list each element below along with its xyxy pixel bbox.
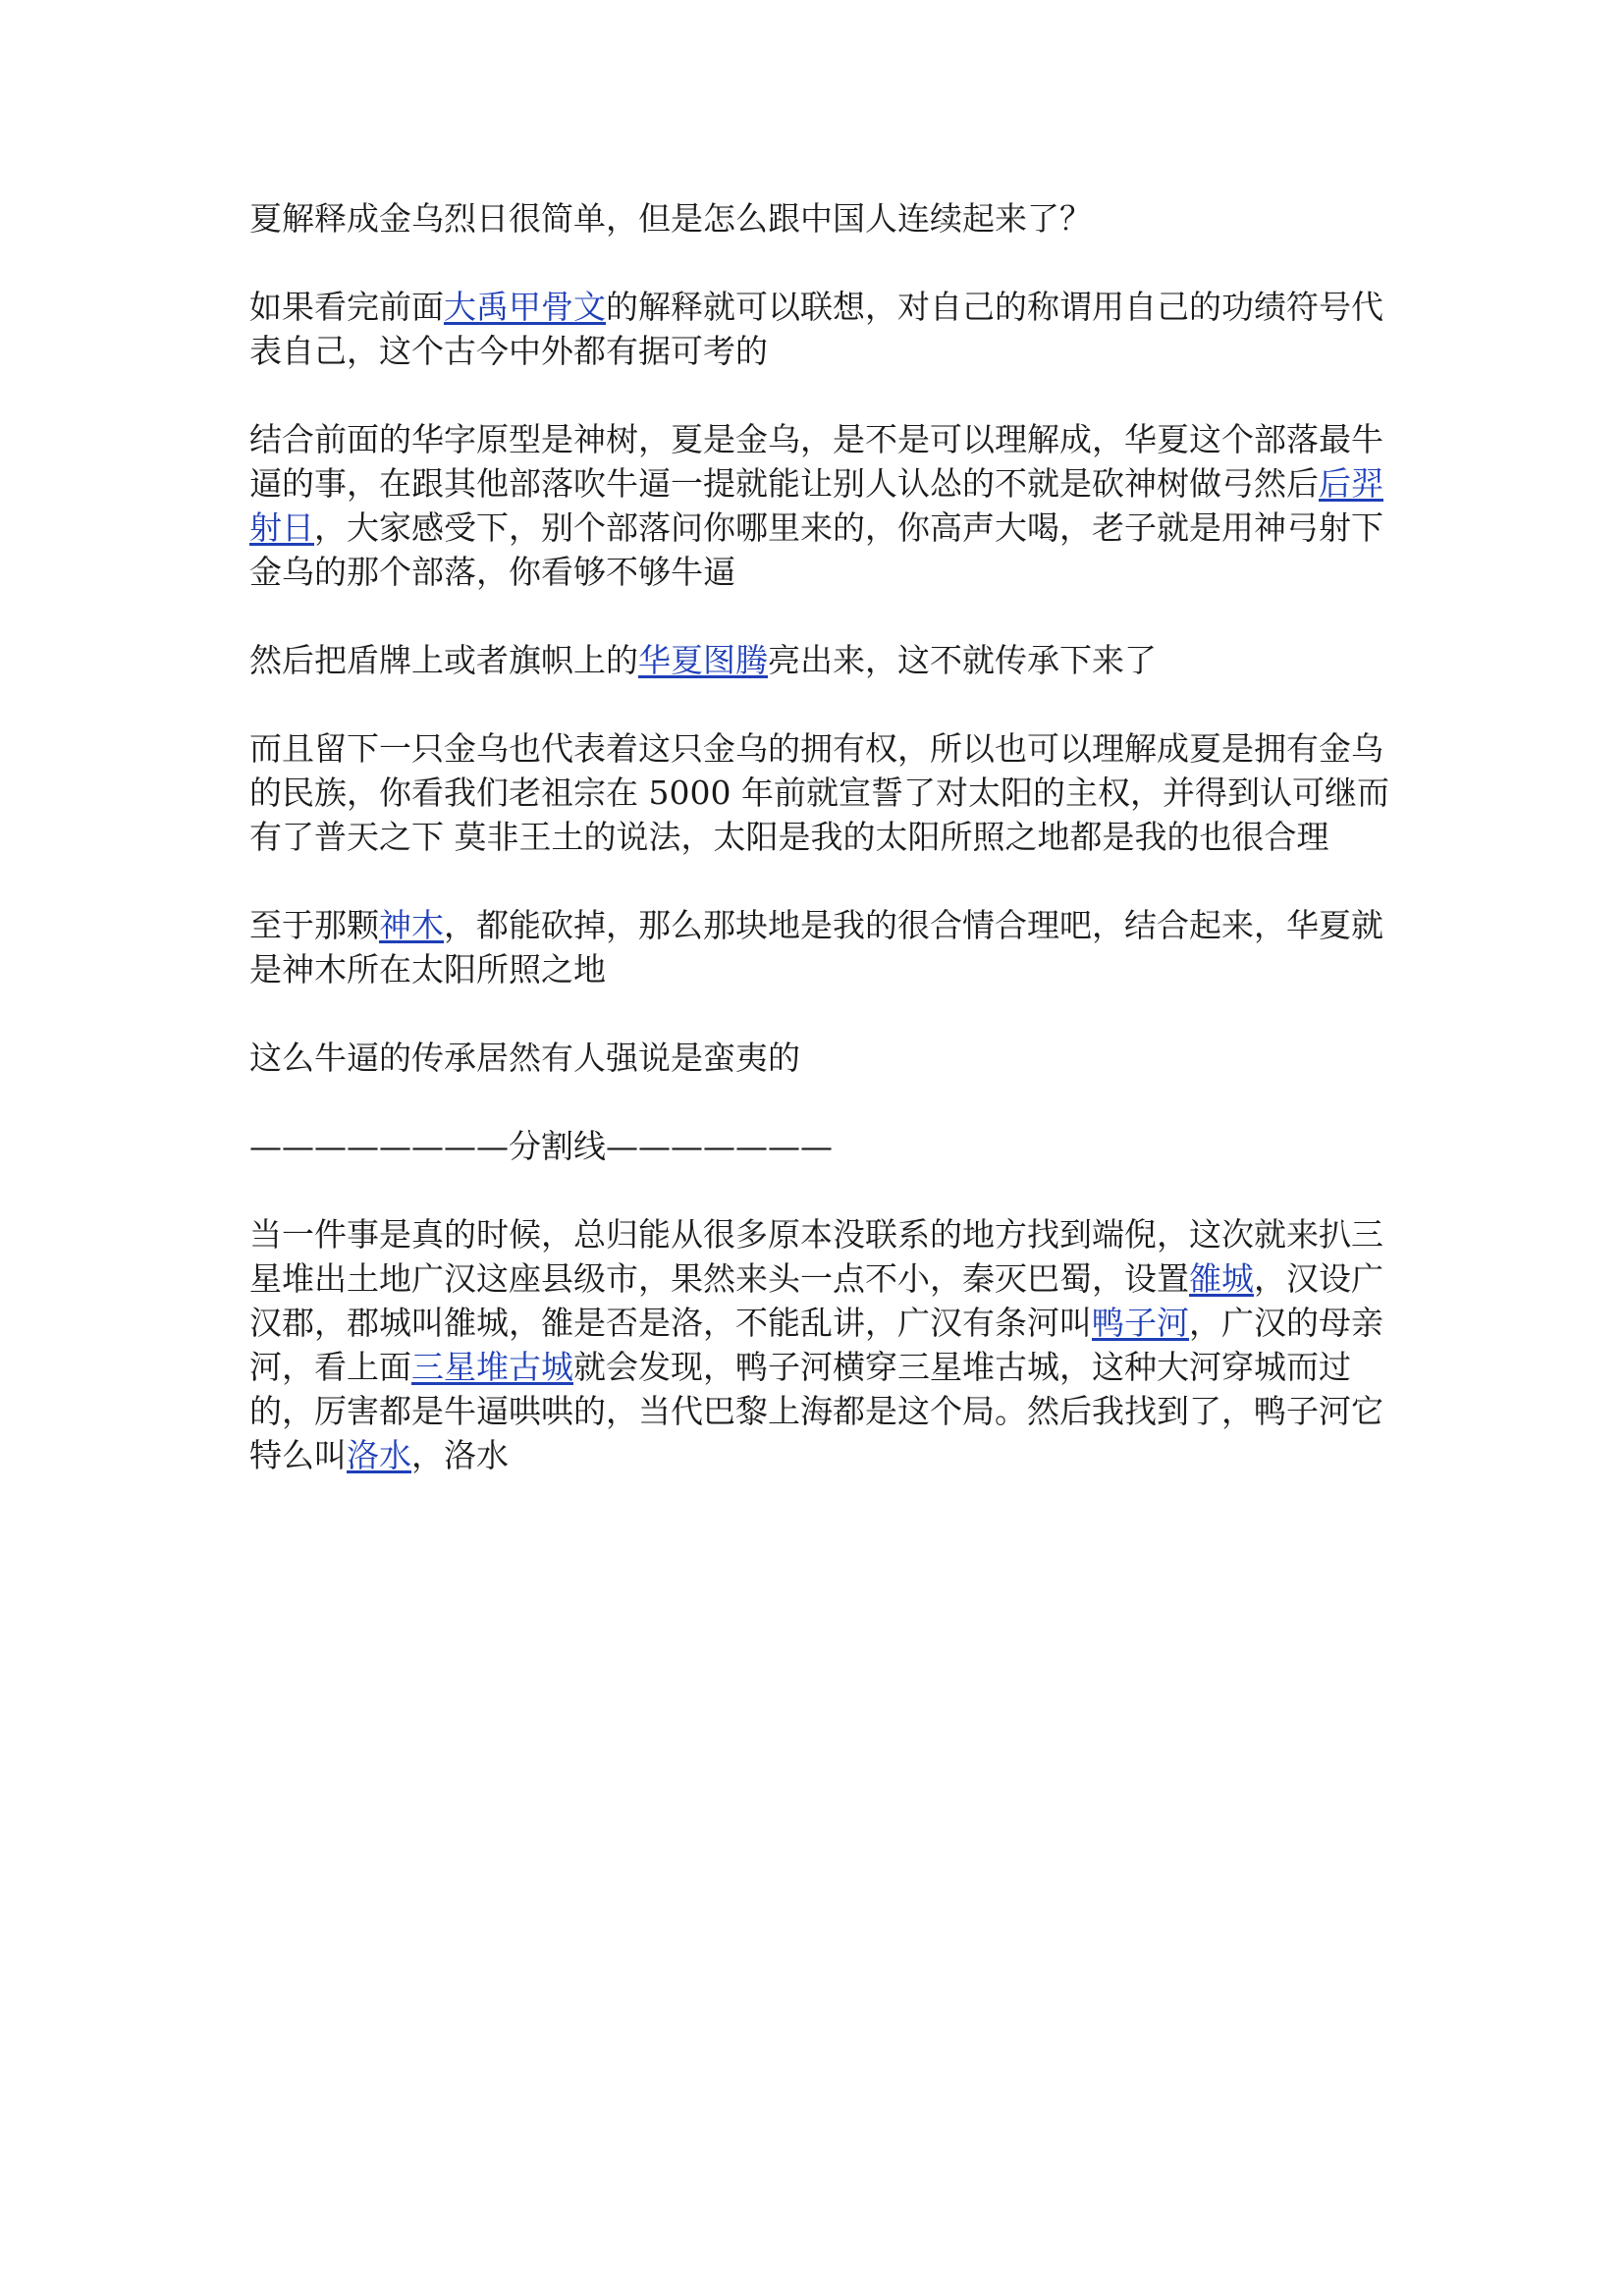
paragraph-text: 夏解释成金乌烈日很简单，但是怎么跟中国人连续起来了？ <box>249 199 1092 238</box>
paragraph-text: ，大家感受下，别个部落问你哪里来的，你高声大喝，老子就是用神弓射下金乌的那个部落，你看够不够牛逼 <box>249 508 1383 591</box>
paragraph <box>249 903 1398 991</box>
paragraph <box>249 1036 1398 1080</box>
paragraph <box>249 1124 1398 1168</box>
paragraph-text: 如果看完前面 <box>249 288 444 326</box>
paragraph <box>249 417 1398 594</box>
paragraph-text: 当一件事是真的时候，总归能从很多原本没联系的地方找到端倪，这次就来扒三星堆出土地广汉这座县级市，果然来头一点不小，秦灭巴蜀，设置 <box>249 1215 1383 1298</box>
paragraph-text: 就会发现，鸭子河横穿三星堆古城，这种大河穿城而过的，厉害都是牛逼哄哄的，当代巴黎上海都是这个局。然后我找到了，鸭子河它特么叫 <box>249 1348 1383 1474</box>
paragraph-text: 亮出来，这不就传承下来了 <box>768 641 1157 679</box>
paragraph-text: ，广汉的母亲河，看上面 <box>249 1304 1383 1386</box>
paragraph-text: 的解释就可以联想，对自己的称谓用自己的功绩符号代表自己，这个古今中外都有据可考的 <box>249 288 1383 370</box>
paragraph-text: ，洛水 <box>411 1436 509 1474</box>
paragraph-text: 结合前面的华字原型是神树，夏是金乌，是不是可以理解成，华夏这个部落最牛逼的事，在跟其他部落吹牛逼一提就能让别人认怂的不就是砍神树做弓然后 <box>249 420 1383 503</box>
hyperlink[interactable]: 后羿射日 <box>249 464 1383 547</box>
hyperlink[interactable]: 大禹甲骨文 <box>444 288 606 326</box>
paragraph <box>249 1212 1398 1477</box>
paragraph-text: 至于那颗 <box>249 906 379 944</box>
hyperlink[interactable]: 鸭子河 <box>1092 1304 1189 1342</box>
paragraph <box>249 638 1398 682</box>
hyperlink[interactable]: 华夏图腾 <box>638 641 768 679</box>
hyperlink[interactable]: 雒城 <box>1189 1259 1254 1298</box>
paragraph-text: 而且留下一只金乌也代表着这只金乌的拥有权，所以也可以理解成夏是拥有金乌的民族，你看我们老祖宗在 5000 年前就宣誓了对太阳的主权，并得到认可继而有了普天之下 莫非王土的说法，太阳是我的太阳所照之地都是我的也很合理 <box>249 729 1389 856</box>
hyperlink[interactable]: 三星堆古城 <box>411 1348 573 1386</box>
hyperlink[interactable]: 洛水 <box>347 1436 411 1474</box>
hyperlink[interactable]: 神木 <box>379 906 444 944</box>
paragraph <box>249 726 1398 859</box>
paragraph-text: 这么牛逼的传承居然有人强说是蛮夷的 <box>249 1039 800 1077</box>
paragraph-text: 然后把盾牌上或者旗帜上的 <box>249 641 638 679</box>
paragraph-text: ————————分割线——————— <box>249 1127 833 1165</box>
paragraph-text: ，都能砍掉，那么那块地是我的很合情合理吧，结合起来，华夏就是神木所在太阳所照之地 <box>249 906 1383 988</box>
paragraph <box>249 285 1398 373</box>
paragraph <box>249 196 1398 240</box>
document-body <box>249 196 1398 1522</box>
paragraph-text: ，汉设广汉郡，郡城叫雒城，雒是否是洛，不能乱讲，广汉有条河叫 <box>249 1259 1383 1342</box>
